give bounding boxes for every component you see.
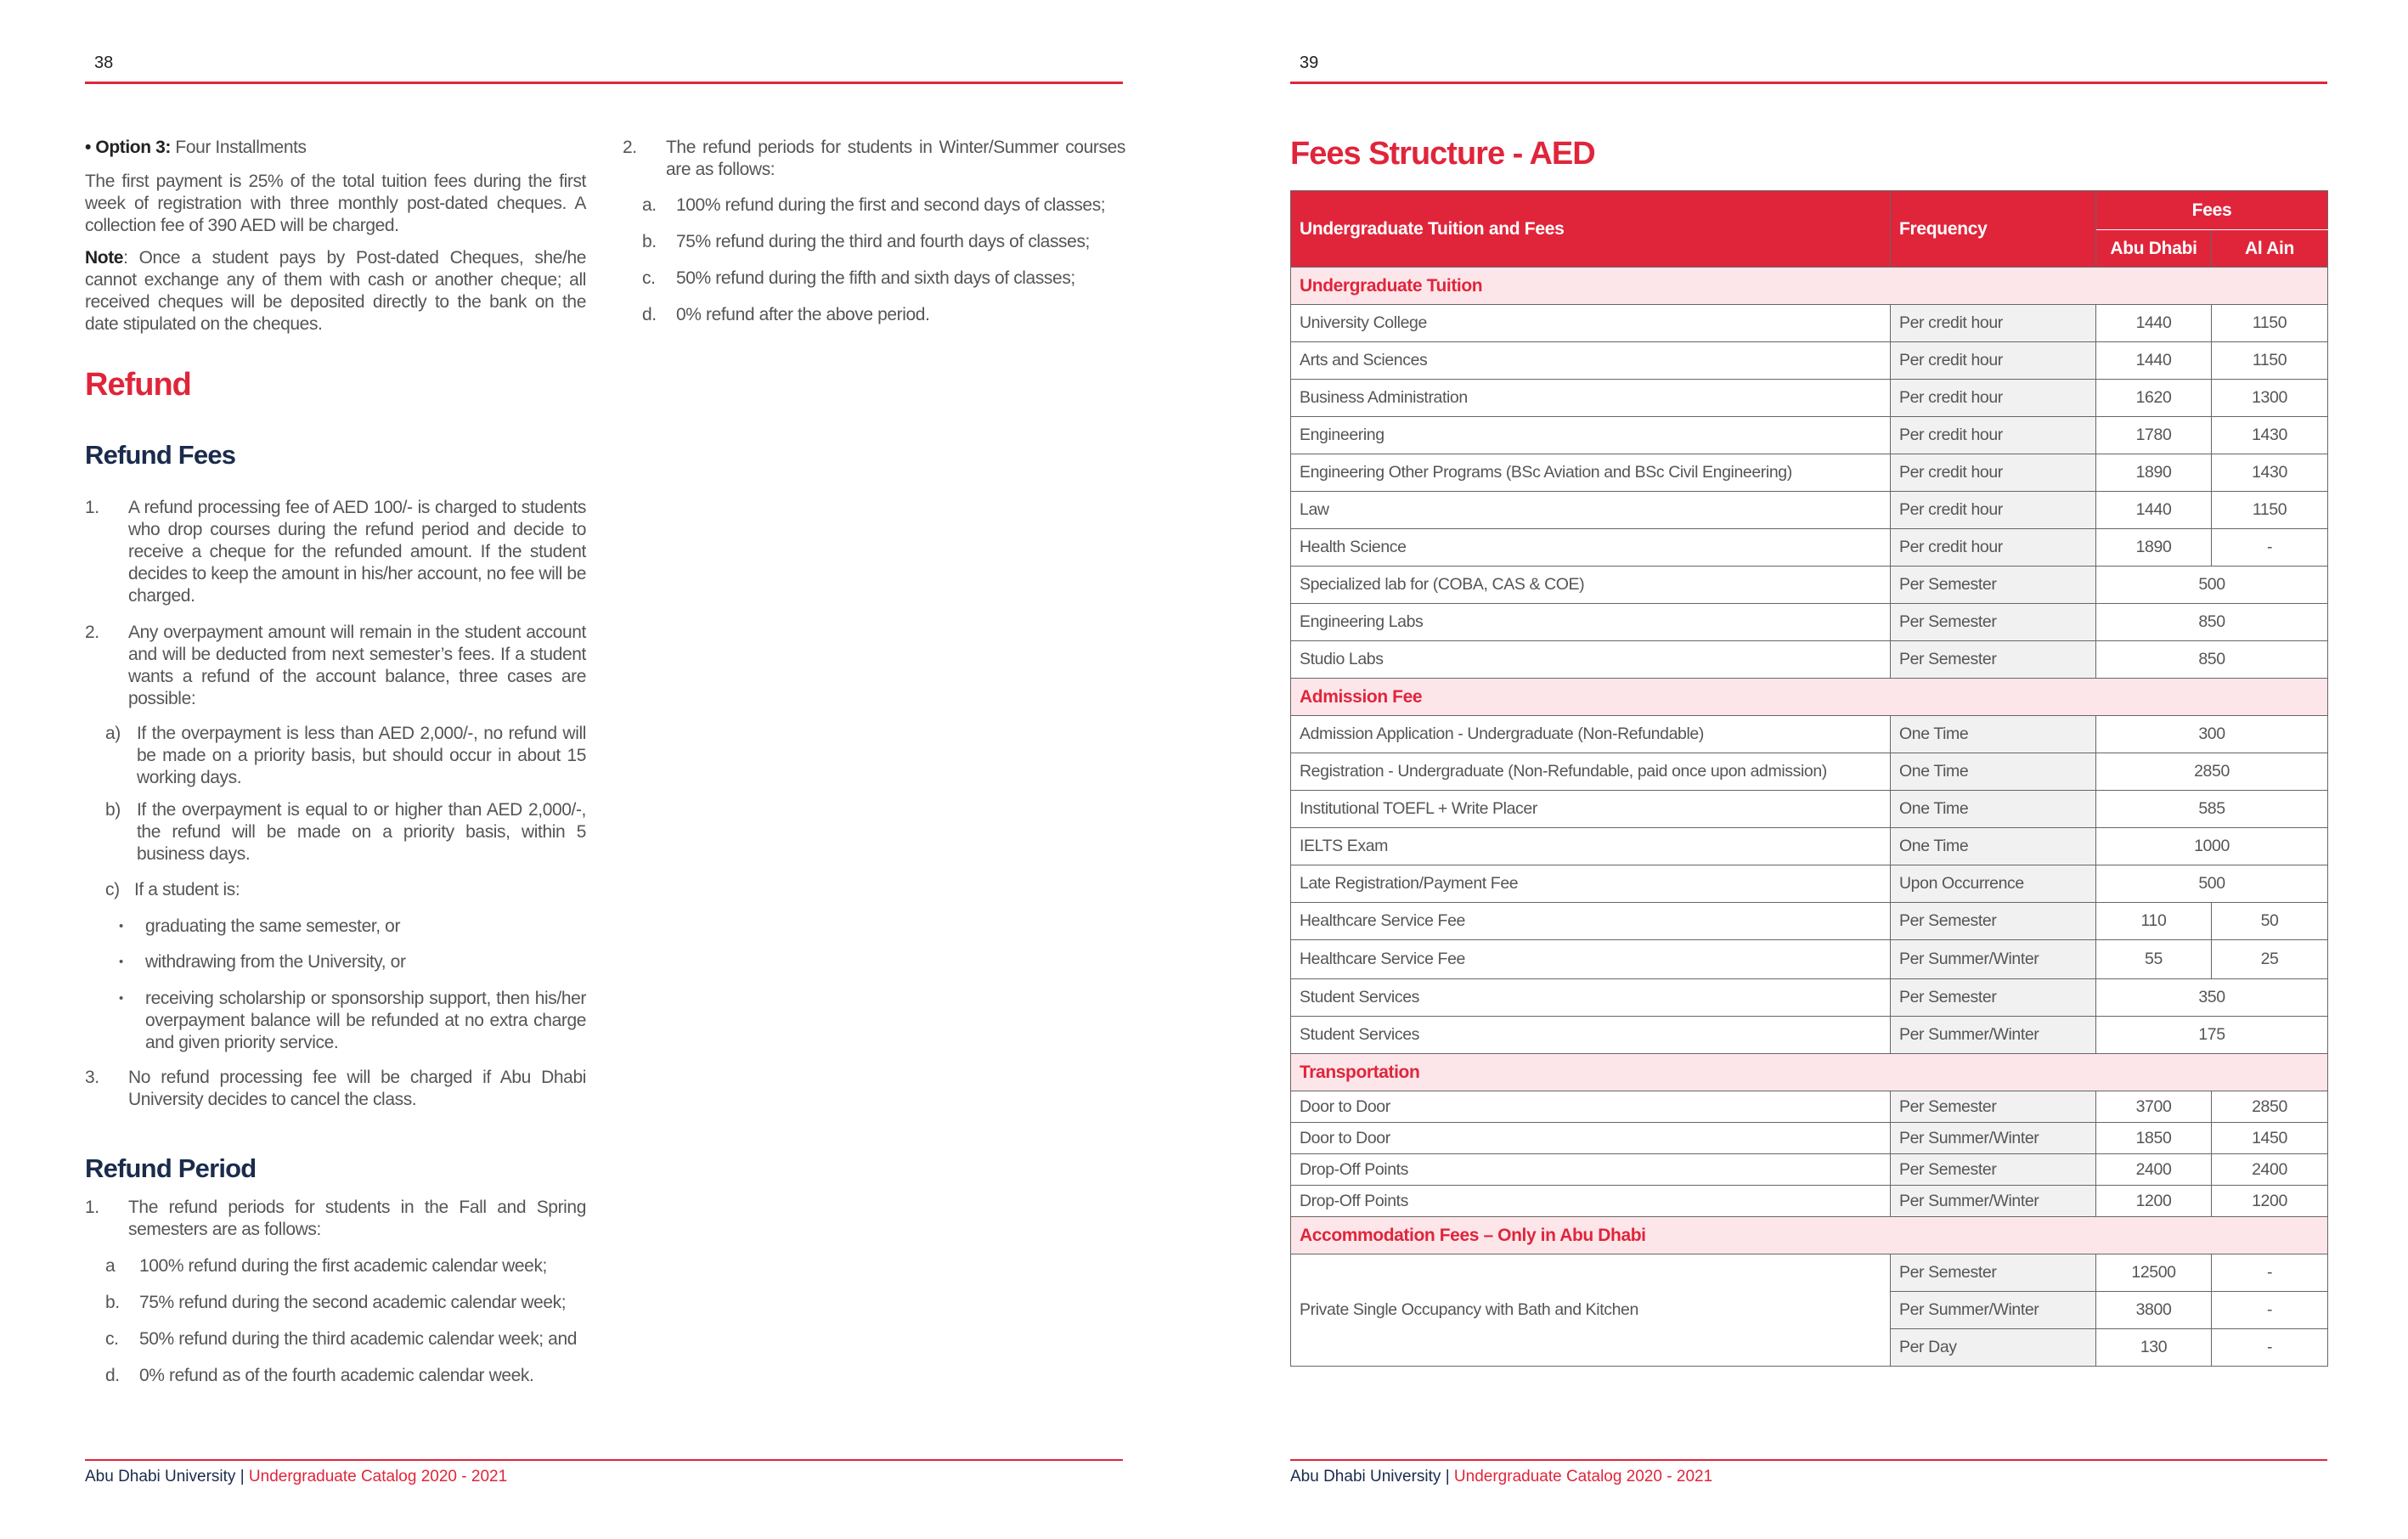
cell-fee-al-ain: - [2212, 1292, 2328, 1329]
fees-table-body [1291, 268, 2328, 1367]
cell-item: Drop-Off Points [1291, 1154, 1891, 1186]
header-fees: Fees [2096, 191, 2328, 230]
cell-fee-abu-dhabi: 1890 [2096, 454, 2212, 492]
cell-fee-al-ain: 1430 [2212, 417, 2328, 454]
list-item: d. 0% refund as of the fourth academic calendar week. [105, 1366, 534, 1385]
cell-fee-al-ain: - [2212, 1329, 2328, 1367]
cell-item: Health Science [1291, 529, 1891, 567]
cell-frequency: Per credit hour [1891, 492, 2096, 529]
cell-item: Studio Labs [1291, 641, 1891, 679]
cell-frequency: One Time [1891, 716, 2096, 753]
cell-item: Institutional TOEFL + Write Placer [1291, 791, 1891, 828]
table-row [1291, 979, 2328, 1017]
table-row [1291, 1123, 2328, 1154]
cell-fee-both: 850 [2096, 604, 2328, 641]
refund-period-title: Refund Period [85, 1153, 257, 1183]
list-item: d. 0% refund after the above period. [642, 305, 930, 324]
cell-item: Engineering Other Programs (BSc Aviation and BSc Civil Engineering) [1291, 454, 1891, 492]
table-row [1291, 567, 2328, 604]
header-item: Undergraduate Tuition and Fees [1291, 191, 1891, 268]
section-title: Accommodation Fees – Only in Abu Dhabi [1291, 1217, 2328, 1254]
cell-fee-abu-dhabi: 1200 [2096, 1186, 2212, 1217]
cell-fee-al-ain: 1200 [2212, 1186, 2328, 1217]
cell-item: Drop-Off Points [1291, 1186, 1891, 1217]
cell-item: University College [1291, 305, 1891, 342]
section-title: Admission Fee [1291, 679, 2328, 716]
cell-fee-al-ain: - [2212, 1254, 2328, 1292]
refund-fees-title: Refund Fees [85, 440, 236, 470]
table-row [1291, 1017, 2328, 1054]
table-row [1291, 641, 2328, 679]
cell-fee-both: 500 [2096, 567, 2328, 604]
cell-item: Student Services [1291, 1017, 1891, 1054]
cell-fee-both: 2850 [2096, 753, 2328, 791]
header-rule-left [85, 82, 1123, 84]
table-row [1291, 940, 2328, 979]
cell-frequency: Per Semester [1891, 979, 2096, 1017]
table-row [1291, 492, 2328, 529]
bullet-item: • receiving scholarship or sponsorship support, then his/her overpayment balance will be refunded at no extra charge and given priority service. [119, 989, 586, 1052]
table-row [1291, 1254, 2328, 1292]
table-row [1291, 604, 2328, 641]
cell-fee-abu-dhabi: 55 [2096, 940, 2212, 979]
table-row [1291, 454, 2328, 492]
cell-frequency: Per Semester [1891, 641, 2096, 679]
cell-fee-abu-dhabi: 3800 [2096, 1292, 2212, 1329]
cell-frequency: Per credit hour [1891, 529, 2096, 567]
footer-left: Abu Dhabi University | Undergraduate Catalog 2020 - 2021 [85, 1468, 508, 1485]
cell-fee-abu-dhabi: 1620 [2096, 380, 2212, 417]
section-header-row [1291, 1054, 2328, 1091]
section-title: Undergraduate Tuition [1291, 268, 2328, 305]
section-header-row [1291, 1217, 2328, 1254]
table-row [1291, 380, 2328, 417]
cell-fee-al-ain: - [2212, 529, 2328, 567]
table-row [1291, 305, 2328, 342]
page-number-right: 39 [1300, 54, 1319, 72]
table-row [1291, 903, 2328, 940]
cell-frequency: Per credit hour [1891, 342, 2096, 380]
cell-item: Private Single Occupancy with Bath and Kitchen [1291, 1254, 1891, 1367]
cell-item: Arts and Sciences [1291, 342, 1891, 380]
cell-fee-abu-dhabi: 130 [2096, 1329, 2212, 1367]
cell-fee-abu-dhabi: 1780 [2096, 417, 2212, 454]
cell-item: Engineering [1291, 417, 1891, 454]
cell-fee-both: 850 [2096, 641, 2328, 679]
cell-frequency: Per Summer/Winter [1891, 1292, 2096, 1329]
cell-frequency: Per credit hour [1891, 380, 2096, 417]
cell-frequency: Per Semester [1891, 1254, 2096, 1292]
cell-item: Specialized lab for (COBA, CAS & COE) [1291, 567, 1891, 604]
footer-rule-right [1290, 1459, 2327, 1461]
header-rule-right [1290, 82, 2327, 84]
cell-frequency: Upon Occurrence [1891, 865, 2096, 903]
section-title: Transportation [1291, 1054, 2328, 1091]
cell-fee-both: 1000 [2096, 828, 2328, 865]
cell-item: Registration - Undergraduate (Non-Refundable, paid once upon admission) [1291, 753, 1891, 791]
list-item: a 100% refund during the first academic calendar week; [105, 1256, 547, 1276]
cell-frequency: Per Semester [1891, 1091, 2096, 1123]
cell-frequency: Per credit hour [1891, 305, 2096, 342]
cell-fee-al-ain: 2850 [2212, 1091, 2328, 1123]
cell-fee-both: 350 [2096, 979, 2328, 1017]
cell-item: Healthcare Service Fee [1291, 940, 1891, 979]
cell-item: Law [1291, 492, 1891, 529]
cell-item: Admission Application - Undergraduate (Non-Refundable) [1291, 716, 1891, 753]
installments-paragraph: The first payment is 25% of the total tuition fees during the first week of registration with three monthly post-dated cheques. A collection fee of 390 AED will be charged. [85, 172, 586, 235]
table-row [1291, 1154, 2328, 1186]
cell-fee-both: 585 [2096, 791, 2328, 828]
list-item: 2. Any overpayment amount will remain in the student account and will be deducted from next semester’s fees. If a student wants a refund of the account balance, three cases are possible: [85, 623, 586, 708]
list-item: c. 50% refund during the fifth and sixth days of classes; [642, 268, 1075, 288]
section-header-row [1291, 268, 2328, 305]
table-row [1291, 417, 2328, 454]
cell-item: Student Services [1291, 979, 1891, 1017]
page-number-left: 38 [94, 54, 114, 72]
cell-frequency: Per Summer/Winter [1891, 1017, 2096, 1054]
cell-fee-al-ain: 1150 [2212, 305, 2328, 342]
cell-fee-al-ain: 1300 [2212, 380, 2328, 417]
header-frequency: Frequency [1891, 191, 2096, 268]
fees-table [1290, 190, 2328, 1367]
cell-fee-abu-dhabi: 3700 [2096, 1091, 2212, 1123]
cell-item: Engineering Labs [1291, 604, 1891, 641]
list-item: b. 75% refund during the third and fourth days of classes; [642, 232, 1090, 251]
list-item: b. 75% refund during the second academic calendar week; [105, 1293, 567, 1312]
note-paragraph: Note: Once a student pays by Post-dated Cheques, she/he cannot exchange any of them with cash or another cheque; all received cheques will be deposited directly to the bank on the date stipulated on the cheques. [85, 248, 586, 334]
bullet-item: • graduating the same semester, or [119, 916, 401, 936]
cell-fee-abu-dhabi: 1850 [2096, 1123, 2212, 1154]
list-item: 2. The refund periods for students in Winter/Summer courses are as follows: [623, 138, 1125, 179]
cell-fee-both: 500 [2096, 865, 2328, 903]
cell-frequency: One Time [1891, 753, 2096, 791]
cell-fee-abu-dhabi: 110 [2096, 903, 2212, 940]
cell-frequency: One Time [1891, 828, 2096, 865]
cell-frequency: Per credit hour [1891, 454, 2096, 492]
refund-title: Refund [85, 367, 191, 403]
cell-fee-abu-dhabi: 1440 [2096, 342, 2212, 380]
cell-frequency: Per Semester [1891, 903, 2096, 940]
header-abu-dhabi: Abu Dhabi [2096, 230, 2212, 268]
fees-structure-title: Fees Structure - AED [1290, 136, 1595, 172]
cell-frequency: Per Summer/Winter [1891, 1186, 2096, 1217]
cell-fee-al-ain: 1150 [2212, 492, 2328, 529]
list-item: a) If the overpayment is less than AED 2,000/-, no refund will be made on a priority basis, but should occur in about 15 working days. [105, 724, 586, 787]
table-row [1291, 529, 2328, 567]
cell-fee-al-ain: 2400 [2212, 1154, 2328, 1186]
option3-heading: • Option 3: Four Installments [85, 138, 307, 157]
list-item: 1. The refund periods for students in the Fall and Spring semesters are as follows: [85, 1198, 586, 1239]
cell-fee-both: 300 [2096, 716, 2328, 753]
table-row [1291, 865, 2328, 903]
list-item: b) If the overpayment is equal to or higher than AED 2,000/-, the refund will be made on a priority basis, within 5 business days. [105, 800, 586, 864]
footer-rule-left [85, 1459, 1123, 1461]
cell-fee-abu-dhabi: 2400 [2096, 1154, 2212, 1186]
cell-item: Door to Door [1291, 1091, 1891, 1123]
table-row [1291, 342, 2328, 380]
cell-fee-abu-dhabi: 1440 [2096, 492, 2212, 529]
cell-fee-both: 175 [2096, 1017, 2328, 1054]
footer-right: Abu Dhabi University | Undergraduate Catalog 2020 - 2021 [1290, 1468, 1713, 1485]
header-al-ain: Al Ain [2212, 230, 2328, 268]
cell-item: Late Registration/Payment Fee [1291, 865, 1891, 903]
bullet-item: • withdrawing from the University, or [119, 952, 406, 972]
cell-fee-al-ain: 50 [2212, 903, 2328, 940]
cell-frequency: Per Day [1891, 1329, 2096, 1367]
cell-frequency: Per Semester [1891, 567, 2096, 604]
list-item: 1. A refund processing fee of AED 100/- is charged to students who drop courses during the refund period and decide to receive a cheque for the refunded amount. If the student decides to keep the amount in his/her account, no fee will be charged. [85, 498, 586, 606]
table-row [1291, 828, 2328, 865]
cell-item: Door to Door [1291, 1123, 1891, 1154]
list-item: c. 50% refund during the third academic calendar week; and [105, 1329, 577, 1349]
cell-fee-abu-dhabi: 1440 [2096, 305, 2212, 342]
cell-fee-abu-dhabi: 12500 [2096, 1254, 2212, 1292]
table-row [1291, 1186, 2328, 1217]
cell-frequency: Per Summer/Winter [1891, 940, 2096, 979]
table-row [1291, 753, 2328, 791]
cell-fee-al-ain: 1430 [2212, 454, 2328, 492]
cell-item: IELTS Exam [1291, 828, 1891, 865]
table-row [1291, 1091, 2328, 1123]
table-row [1291, 791, 2328, 828]
list-item: c) If a student is: [105, 880, 240, 899]
cell-frequency: Per Summer/Winter [1891, 1123, 2096, 1154]
cell-frequency: Per Semester [1891, 604, 2096, 641]
cell-fee-al-ain: 1450 [2212, 1123, 2328, 1154]
section-header-row [1291, 679, 2328, 716]
cell-fee-al-ain: 25 [2212, 940, 2328, 979]
list-item: a. 100% refund during the first and second days of classes; [642, 195, 1106, 215]
cell-item: Business Administration [1291, 380, 1891, 417]
list-item: 3. No refund processing fee will be charged if Abu Dhabi University decides to cancel the class. [85, 1068, 586, 1109]
cell-frequency: One Time [1891, 791, 2096, 828]
cell-frequency: Per credit hour [1891, 417, 2096, 454]
cell-frequency: Per Semester [1891, 1154, 2096, 1186]
cell-fee-abu-dhabi: 1890 [2096, 529, 2212, 567]
cell-fee-al-ain: 1150 [2212, 342, 2328, 380]
table-row [1291, 716, 2328, 753]
cell-item: Healthcare Service Fee [1291, 903, 1891, 940]
